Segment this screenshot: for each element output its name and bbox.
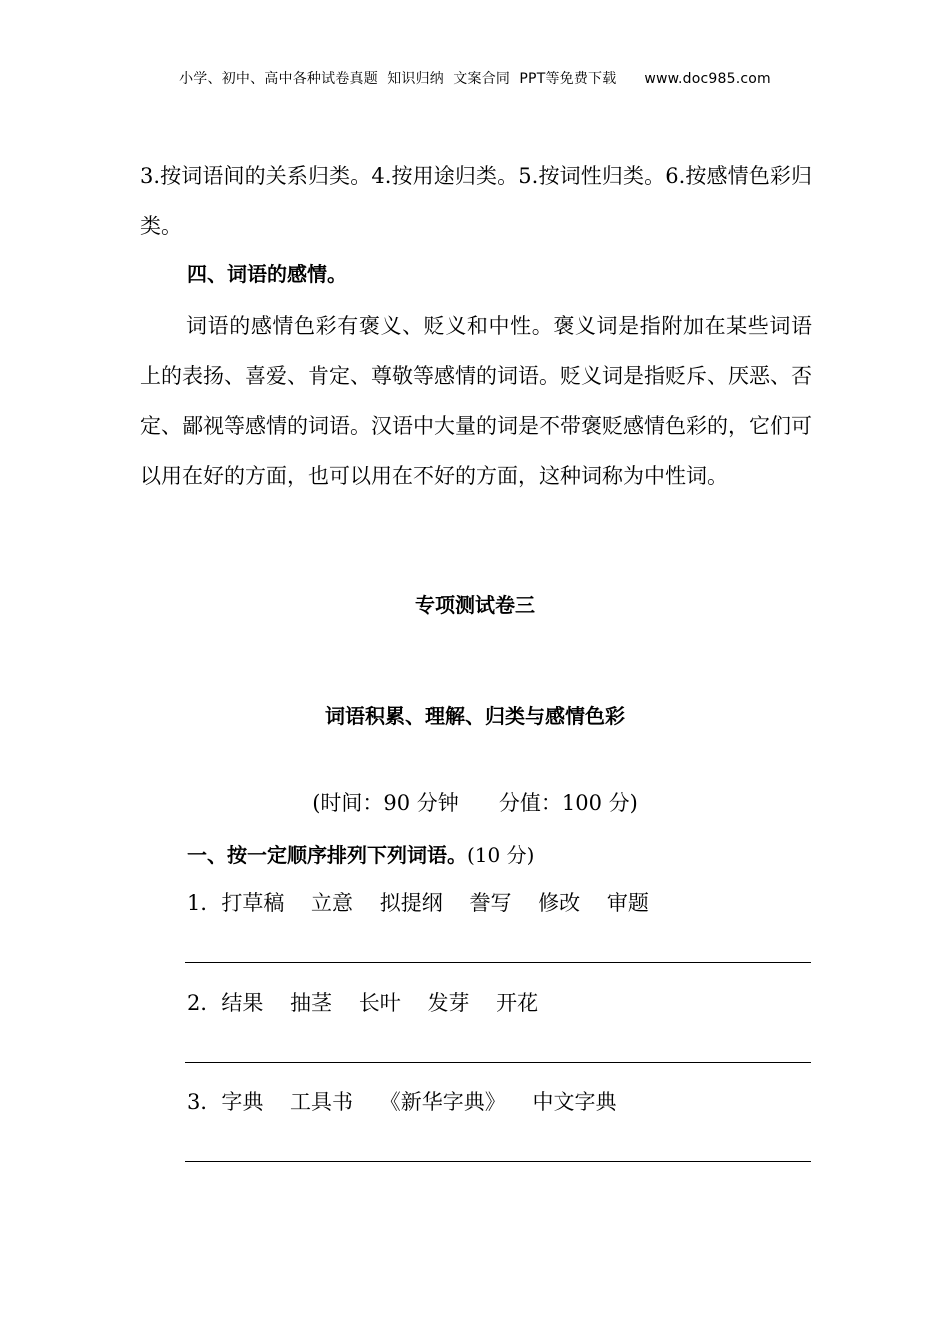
test-time-and-score: (时间：90 分钟 分值：100 分) — [312, 791, 638, 815]
page-header-banner: 小学、初中、高中各种试卷真题 知识归纳 文案合同 PPT等免费下载 www.doc985.com — [179, 71, 771, 87]
answer-line-2 — [185, 1062, 811, 1063]
section-heading-word-emotion: 四、词语的感情。 — [187, 262, 347, 286]
paragraph-classification-methods: 3.按词语间的关系归类。4.按用途归类。5.按词性归类。6.按感情色彩归类。 — [140, 164, 812, 238]
question-section-1-title: 一、按一定顺序排列下列词语。 — [187, 843, 467, 867]
question-item-1: 1．打草稿 立意 拟提纲 誊写 修改 审题 — [187, 891, 649, 915]
question-section-1-heading — [187, 839, 534, 868]
question-item-2: 2．结果 抽茎 长叶 发芽 开花 — [187, 991, 539, 1015]
test-subtitle: 词语积累、理解、归类与感情色彩 — [325, 704, 625, 728]
question-item-3: 3．字典 工具书 《新华字典》 中文字典 — [187, 1090, 617, 1114]
paragraph-emotional-color: 词语的感情色彩有褒义、贬义和中性。褒义词是指附加在某些词语上的表扬、喜爱、肯定、尊敬等感情的词语。贬义词是指贬斥、厌恶、否定、鄙视等感情的词语。汉语中大量的词是不带褒贬感情色彩的，它们可以用在好的方面，也可以用在不好的方面，这种词称为中性词。 — [140, 314, 812, 488]
answer-line-1 — [185, 962, 811, 963]
answer-line-3 — [185, 1161, 811, 1162]
test-title: 专项测试卷三 — [415, 593, 535, 617]
question-section-1-points: (10 分) — [467, 843, 535, 867]
